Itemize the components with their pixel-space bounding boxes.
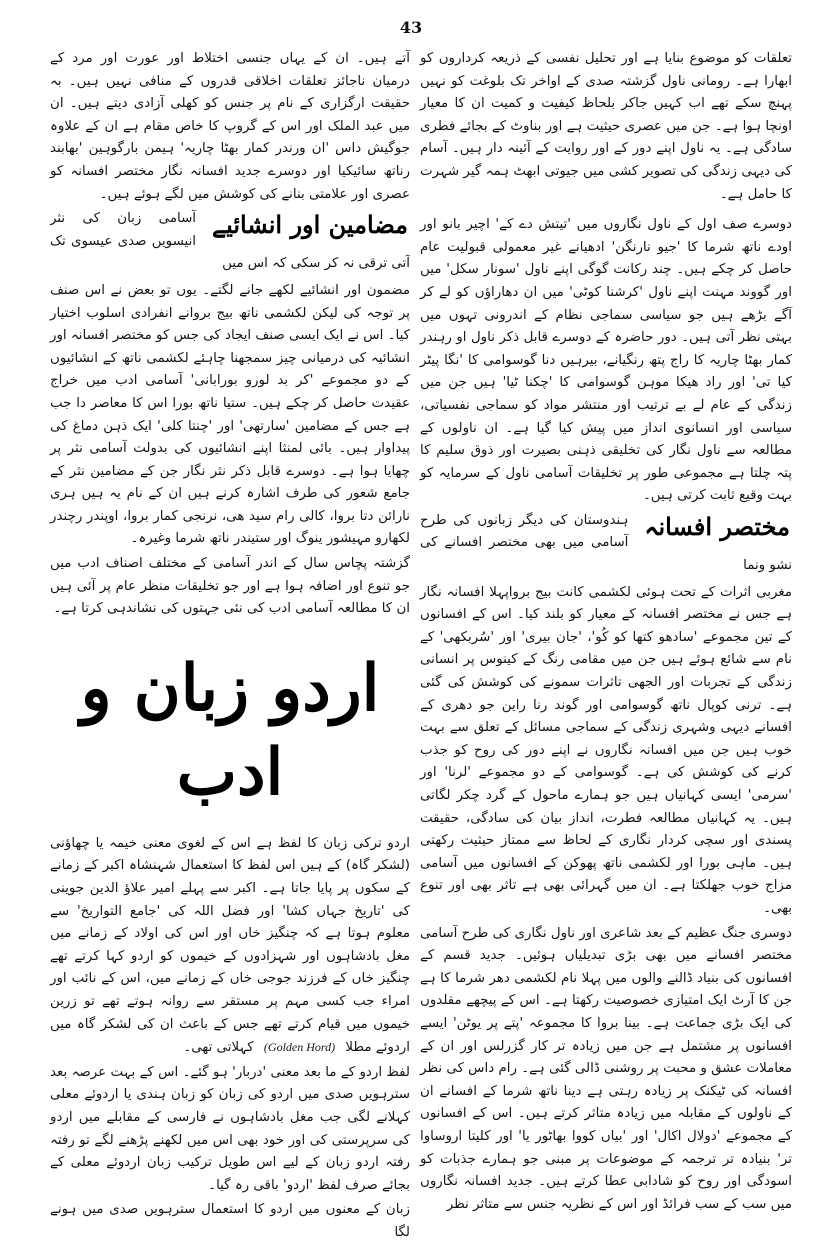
paragraph-last-fifty-years: گزشتہ پچاس سال کے اندر آسامی کے مختلف اصناف ادب میں جو تنوع اور اضافہ ہوا ہے اور جو تخلیقات منظر عام پر آئی ہیں ان کا مطالعہ آسامی ادب کی نئی جہتوں کی نشاندہی کرتا ہے۔ — [50, 556, 410, 617]
paragraph-essays: مضمون اور انشائیے لکھے جانے لگتے۔ یوں تو بعض نے اس صنف پر توجہ کی لیکن لکشمی ناتھ بیج بروانے انفرادی اسلوب اختیار کیا۔ اس نے ایک ایسی صنف ایجاد کی جس کو مختصر افسانہ اور انشائیہ کی درمیانی چیز سمجھنا چاہئے لکشمی ناتھ کے انشائیوں کے دو مجموعے 'کر بد لورو بورابانی' آسامی ادب میں خراج عقیدت حاصل کر چکے ہیں۔ ستیا ناتھ بورا اس کا معاصر دا جب ہے جس کے مضامین 'سارتھی' اور 'چنتا کلی' ایک ذہن دماغ کی پیداوار ہیں۔ بائی لمنثا اپنے انشائیوں کی بدولت آسامی نثر پر چھایا ہوا ہے۔ دوسرے قابل ذکر نثر نگار جن کے مضامین نثر کے جامع شعور کی طرف اشارہ کرنے ہیں ان کے نام یہ ہیں ہری نارائن دتا بروا، کالی رام سید ھی، نرنجی کمار بروا، اوپندر رچندر لکھارو مہیشور ینوگ اور ستیندر ناتھ شرما وغیرہ۔ — [50, 282, 410, 547]
paragraph-short-story-origins: مغربی اثرات کے تحت ہوئی لکشمی کانت بیج برواپہلا افسانہ نگار ہے جس نے مختصر افسانہ کے معیار کو بلند کیا۔ اس کے افسانوں کے تین مجموعے 'سادھو کتھا کو کُو'، 'جان بیری' اور 'سُربکھی' کے نام سے شائع ہوئے ہیں جن میں مقامی رنگ کے کینوس پر انسانی زندگی کے تجربات اور الجھی تاثرات سمونے کی کوشش کی گئی ہے۔ ترنی کوپال ناتھ گوسوامی اور گوند رنا راین جو دھری کے افسانے دیہی وشہری زندگی کے سماجی مسائل کے تعلق سے بہت خوب ہیں جن میں افسانہ نگاروں نے اپنے دور کی روح کو جذب کرنے کی کوشش کی ہے۔ گوسوامی کے دو مجموعے 'لرنا' اور 'سرمی' ایسی کہانیاں ہیں جو ہمارے ماحول کے گرد چکر لگاتی ہیں۔ یہ کہانیاں مطالعہ فطرت، انداز بیان کی سادگی، حقیقت پسندی اور سچی کردار نگاری کے لحاظ سے ممتاز حیثیت رکھتی ہیں۔ ماہی بورا اور لکشمی ناتھ پھوکن کے افسانوں میں آسامی مزاج خوب جھلکتا ہے۔ ان میں گہرائی بھی ہے تاثر بھی اور تنوع بھی۔ — [420, 584, 792, 916]
paragraph-urdu-usage: زبان کے معنوں میں اردو کا استعمال سترہویں صدی میں ہونے لگا — [50, 1202, 410, 1240]
paragraph-post-war-short-story: دوسری جنگ عظیم کے بعد شاعری اور ناول نگاری کی طرح آسامی مختصر افسانے میں بھی بڑی تبدیلیاں ہوئیں۔ جدید قسم کے افسانوں کی بنیاد ڈالنے والوں میں پہلا نام لکشمی دھر شرما کا ہے جن کا آرٹ ایک امتیازی خصوصیت رکھتا ہے۔ اس کے پیچھے مقلدوں کی ایک بڑی جماعت ہے۔ بینا بروا کا مجموعہ 'پتے پر یوٹن' ایسے افسانوں پر مشتمل ہے جن میں زیادہ تر کار گزرلس اور ان کے معاملات عشق و محبت پر روشنی ڈالی گئی ہے۔ رام داس کی نظر افسانہ کی ٹیکنک پر زیادہ رہتی ہے دینا ناتھ شرما کے افسانے ان کے ناولوں کے مقابلہ میں زیادہ متاثر کرتے ہیں۔ اس کے افسانوں کے مجموعے 'دولال اکال' اور 'بیاں کووا بھاٹور یا' اور کلیتا اروساوا تر' بنیادہ تر ترجمہ کے موضوعات پر مبنی جو ہمارے جذبات کو اسودگی اور روح کو شادابی عطا کرتے ہیں۔ جدید افسانہ نگاروں میں سب کے سب فرائڈ اور اس کے نظریہ جنس سے متاثر نظر — [420, 925, 792, 1212]
paragraph-novelists: دوسرے صف اول کے ناول نگاروں میں 'تیتش دے کے' اچیر بانو اور اودے ناتھ شرما کا 'جیو نارنگن' ادھیانے غیر معمولی قبولیت عام حاصل کر چکے ہیں۔ چند رکانت گوگی اپنے ناول 'سونار سکل' میں اور گووند مہنت اپنے ناول 'کرشنا کوٹی' میں ان دھاراؤں کو لے کر آگے بڑھے ہیں جو سیاسی سماجی نظام کے اندرونی تہوں میں بہتی نظر آتی ہیں۔ دور حاضرہ کے دوسرے قابل ذکر ناول او رہندر کمار بھٹا چاریہ کا راج پتھ رنگیانے، بیرہیں دنا گوسوامی کا 'نگا پیٹر کیا تی' اور راد ھیکا موہن گوسوامی کا 'چکنا ٹیا' ہیں جن میں زندگی کے عام لے بے ترتیب اور منتشر مواد کو سماجی نفسیاتی، سیاسی اور انسانوی انداز میں پیش کیا گیا ہے۔ ان ناولوں کے مطالعہ سے ناول نگار کی تخلیقی ذہنی بصیرت اور ذوق سلیم کا پتہ چلتا ہے مجموعی طور پر تخلیقات آسامی ناول کے سرمایہ کو بہت وقیع ثابت کرتی ہیں۔ — [420, 217, 792, 504]
heading-essays: مضامین اور انشائیے — [212, 210, 408, 240]
paragraph-romantic-novels: تعلقات کو موضوع بنایا ہے اور تحلیل نفسی کے ذریعہ کرداروں کو ابھارا ہے۔ رومانی ناول گزشتہ صدی کے اواخر تک بلوغت کو نہیں پہنچ سکے تھے اب کہیں جاکر بلحاظ کیفیت و کمیت ان کا معیار اونچا ہوا ہے۔ جن میں عصری حیثیت ہے اور بناوٹ کے بجائے فطری سادگی ہے۔ یہ ناول اپنے دور کے اور روایت کے آئینہ دار ہیں۔ آسام کی دیہی زندگی کی تصویر کشی میں جیوتی ابھٹ ہمہ گیر شہرت کا حامل ہے۔ — [420, 51, 792, 202]
left-column — [50, 48, 410, 1247]
right-column — [420, 48, 792, 1218]
essays-section-header — [50, 208, 410, 276]
paragraph-urdu-meaning: لفظ اردو کے ما بعد معنی 'دربار' ہو گئے۔ اس کے بہت عرصہ بعد سترہویں صدی میں اردو کی زبان کو زبان ہندی یا اردوئے معلی کہلانے لگی جب مغل بادشاہوں نے فارسی کے مقابلے میں اردو کی سرپرستی کی اور خود بھی اس میں لکھنے پڑھنے لگے تو رفتہ رفتہ اردو زبان کے لیے اس طویل ترکیب زبان اردوئے معلی کے بجائے صرف لفظ 'اردو' باقی رہ گیا۔ — [50, 1064, 410, 1193]
urdu-origin-text-end: کہلاتی تھی۔ — [183, 1040, 254, 1056]
heading-short-story: مختصر افسانہ — [644, 511, 790, 541]
paragraph-modern-writers: آتے ہیں۔ ان کے یہاں جنسی اختلاط اور عورت اور مرد کے درمیان ناجائز تعلقات اخلاقی قدروں کے منافی نہیں ہیں۔ بہ حقیقت ارگزاری کے نام پر جنس کو کھلی آزادی دیتے ہیں۔ ان میں عبد الملک اور اس کے گروپ کا خاص مقام ہے ان کے علاوہ جوگیش داس 'ان ورندر کمار بھٹا چاریہ' ہیمن بارگوہین 'بھابند رناتھ سائیکیا اور دوسرے جدید افسانہ نگار مختصر افسانہ کو عصری اور علامتی بنانے کی کوشش میں لگے ہوئے ہیں۔ — [50, 51, 410, 202]
section-title-urdu: اردو زبان و ادب — [80, 650, 380, 810]
page-number: 43 — [399, 18, 423, 37]
golden-horde-term: (Golden Hord) — [263, 1040, 336, 1055]
essays-lead: آسامی زبان کی نثر انیسویں صدی عیسوی تک آتی ترقی نہ کر سکی کہ اس میں — [50, 211, 410, 272]
short-story-lead: ہندوستان کی دیگر زبانوں کی طرح آسامی میں بھی مختصر افسانے کی نشو ونما — [420, 512, 792, 574]
paragraph-urdu-origin — [50, 833, 410, 1060]
urdu-origin-text: اردو ترکی زبان کا لفظ ہے اس کے لغوی معنی خیمہ یا چھاؤنی (لشکر گاہ) کے ہیں اس لفظ کا استعمال شہنشاہ اکبر کے زمانے کے سکوں پر پایا جاتا ہے۔ اکبر سے پہلے امیر علاؤ الدین جوینی کی 'تاریخ جہاں کشا' اور فضل اللہ کی 'جامع التواریخ' سے معلوم ہوتا ہے کہ چنگیز خاں اور اس کی اولاد کے زمانے میں مغل بادشاہوں اور شہزادوں کے خیموں کو اردو کہا کرتے تھے چنگیز خاں کے فرزند جوجی خاں کے زمانے میں، اس کے نائب اور امراء جب کسی مہم پر مستقر سے روانہ ہوتے تھے تو زرین خیموں میں قیام کرتے تھے جس کے باعث ان کی لشکر گاہ میں اردوئے مطلا — [50, 835, 410, 1056]
short-story-section-header — [420, 510, 792, 578]
